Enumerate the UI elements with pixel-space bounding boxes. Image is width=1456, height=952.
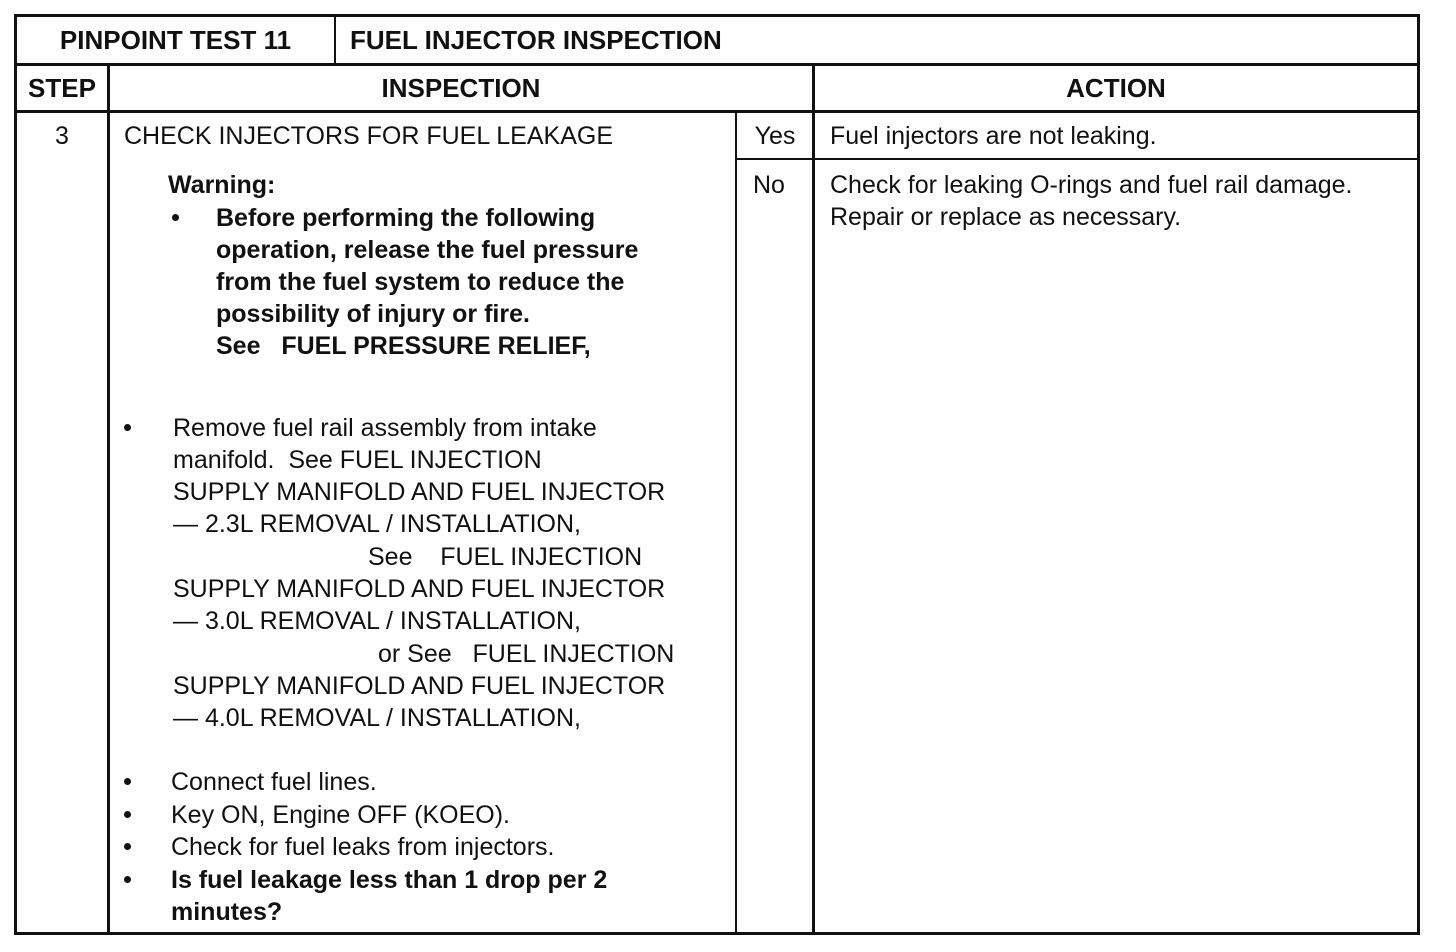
question-bullet (124, 876, 131, 883)
warning-line: from the fuel system to reduce the (216, 268, 625, 296)
column-header-divider (14, 110, 1420, 113)
step-column-header: STEP (28, 73, 96, 103)
procedure-line: manifold. See FUEL INJECTION (173, 446, 542, 474)
procedure-line: SUPPLY MANIFOLD AND FUEL INJECTOR (173, 575, 666, 603)
answer-yes: Yes (754, 122, 796, 150)
action-yes: Fuel injectors are not leaking. (830, 122, 1157, 150)
title-cell-divider (334, 14, 336, 64)
action-no-line: Repair or replace as necessary. (830, 203, 1182, 231)
warning-label: Warning: (168, 171, 276, 199)
warning-line: operation, release the fuel pressure (216, 236, 639, 264)
procedure-bullet (124, 424, 131, 431)
procedure-line: See FUEL INJECTION (368, 543, 643, 571)
pinpoint-test-label: PINPOINT TEST 11 (59, 25, 292, 55)
procedure-line: SUPPLY MANIFOLD AND FUEL INJECTOR (173, 672, 666, 700)
table-border-bottom (14, 932, 1420, 935)
pinpoint-test-title: FUEL INJECTOR INSPECTION (350, 25, 722, 55)
warning-line: possibility of injury or fire. (216, 300, 530, 328)
action-column-divider (812, 64, 815, 934)
step-number: 3 (55, 122, 69, 150)
action-column-header: ACTION (1066, 73, 1166, 103)
inspection-column-header: INSPECTION (381, 73, 541, 103)
procedure-line: — 3.0L REMOVAL / INSTALLATION, (173, 607, 581, 635)
answer-column-divider (735, 112, 737, 934)
warning-line: See FUEL PRESSURE RELIEF, (216, 332, 591, 360)
answer-row-divider (736, 158, 1419, 160)
inspection-title: CHECK INJECTORS FOR FUEL LEAKAGE (124, 122, 613, 150)
step-item: Key ON, Engine OFF (KOEO). (171, 801, 510, 829)
procedure-line: SUPPLY MANIFOLD AND FUEL INJECTOR (173, 478, 666, 506)
warning-bullet (172, 214, 179, 221)
table-border-top (14, 14, 1420, 17)
step-item: Check for fuel leaks from injectors. (171, 833, 555, 861)
step-bullet (124, 811, 131, 818)
procedure-line: or See FUEL INJECTION (378, 640, 675, 668)
step-bullet (124, 778, 131, 785)
procedure-line: — 4.0L REMOVAL / INSTALLATION, (173, 704, 581, 732)
table-border-left (14, 14, 17, 935)
question-line: Is fuel leakage less than 1 drop per 2 (171, 866, 608, 894)
step-bullet (124, 843, 131, 850)
header-divider (14, 63, 1420, 66)
step-column-divider (107, 64, 110, 934)
warning-line: Before performing the following (216, 204, 596, 232)
question-line: minutes? (171, 898, 283, 926)
procedure-line: Remove fuel rail assembly from intake (173, 414, 597, 442)
table-border-right (1417, 14, 1420, 935)
procedure-line: — 2.3L REMOVAL / INSTALLATION, (173, 510, 581, 538)
answer-no: No (753, 171, 785, 199)
step-item: Connect fuel lines. (171, 768, 377, 796)
action-no-line: Check for leaking O-rings and fuel rail damage. (830, 171, 1353, 199)
